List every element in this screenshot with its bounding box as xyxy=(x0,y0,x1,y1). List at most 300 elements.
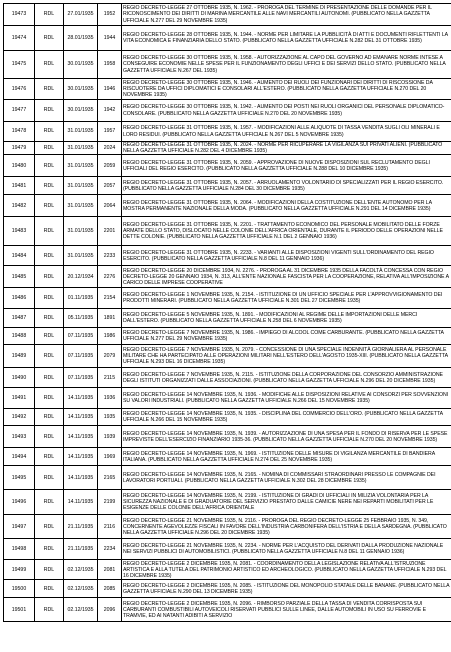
act-description-cell-text: REGIO DECRETO-LEGGE 14 NOVEMBRE 1935, N. 1969. - ISTITUZIONE DELLE MISURE DI VIGILANZA MERCANTILE DI BANDIERA ITALIANA. (PUBBLICATO NELLA GAZZETTA UFFICIALE N.274 DEL 25 NOVEMBRE 1935) xyxy=(123,450,435,463)
table-row xyxy=(4,368,451,388)
act-description-cell-text: REGIO DECRETO-LEGGE 7 NOVEMBRE 1935, N. 2115. - ISTITUZIONE DELLA CORPORAZIONE DEL CONSORZIO AMMINISTRAZIONE DEGLI ISTITUTI ORGANIZZATI DALLE ASSOCIAZIONI. (PUBBLICATO NELLA GAZZETTA UFFICIALE N.296 DEL 20 DICEMBRE 1935) xyxy=(123,371,443,384)
act-description-cell xyxy=(122,217,451,246)
record-number-cell-text: 19475 xyxy=(11,61,27,68)
act-type-cell xyxy=(35,345,64,368)
act-type-cell xyxy=(35,51,64,79)
act-description-cell-text: REGIO DECRETO-LEGGE 14 NOVEMBRE 1935, N. 1936. - MODIFICHE ALLE DISPOSIZIONI RELATIVE AI CONSORZI PER SOVVENZIONI SU VALORI INDUSTRIALI. (PUBBLICATO NELLA GAZZETTA UFFICIALE N.266 DEL 15 NOVEMBRE 1935) xyxy=(123,392,449,405)
act-description-cell-text: REGIO DECRETO-LEGGE 31 OTTOBRE 1935, N. 2024. - NORME PER RICUPERARE LA VIGILANZA SUI PRIVATI ALIENI. (PUBBLICATO NELLA GAZZETTA UFFICIALE N.282 DEL 4 DICEMBRE 1935) xyxy=(123,142,443,155)
record-number-cell xyxy=(4,246,35,266)
record-number-cell-text: 19473 xyxy=(11,11,27,18)
act-code-cell-text: 2116 xyxy=(103,523,116,530)
act-description-cell xyxy=(122,490,451,515)
act-description-cell-text: REGIO DECRETO-LEGGE 2 DICEMBRE 1935, N. 2085. - ISTITUZIONE DEL MONOPOLIO STATALE DELLE BANANE. (PUBBLICATO NELLA GAZZETTA UFFICIALE N.290 DEL 13 DICEMBRE 1935) xyxy=(123,582,450,595)
act-code-cell xyxy=(98,142,122,155)
act-date-cell-text: 31.01/1935 xyxy=(67,252,94,259)
act-code-cell-text: 1952 xyxy=(103,11,116,18)
record-number-cell-text: 19494 xyxy=(11,453,27,460)
act-description-cell-text: REGIO DECRETO-LEGGE 21 NOVEMBRE 1935, N. 2234. - NORME PER L'ACQUISTO DEL DERIVATI DALLA PRODUZIONE NAZIONALE NEI SERVIZI PUBBLICI DI AUTOMOBILISTICI. (PUBBLICATO NELLA GAZZETTA UFFICIALE N.8 DEL 11 GENNAIO 1936) xyxy=(123,543,444,556)
record-number-cell-text: 19487 xyxy=(11,315,27,322)
act-date-cell xyxy=(64,51,98,79)
act-type-cell-text: RDL xyxy=(43,395,55,402)
act-description-cell-text: REGIO DECRETO-LEGGE 5 NOVEMBRE 1935, N. 1891. - MODIFICAZIONI AL REGIME DELLE IMPORTAZIONI DELLE MERCI DALL'ESTERO. (PUBBLICATO NELLA GAZZETTA UFFICIALE N.258 DEL 6 NOVEMBRE 1935) xyxy=(123,312,418,325)
record-number-cell xyxy=(4,560,35,580)
record-number-cell xyxy=(4,466,35,490)
table-row xyxy=(4,217,451,246)
act-code-cell xyxy=(98,100,122,122)
act-code-cell xyxy=(98,155,122,177)
act-type-cell-text: RDL xyxy=(43,585,55,592)
act-type-cell xyxy=(35,195,64,217)
act-date-cell xyxy=(64,246,98,266)
act-type-cell xyxy=(35,79,64,100)
act-type-cell-text: RDL xyxy=(43,414,55,421)
act-code-cell-text: 1958 xyxy=(103,61,116,68)
act-date-cell xyxy=(64,466,98,490)
act-date-cell xyxy=(64,100,98,122)
act-date-cell-text: 20.12/1934 xyxy=(67,273,94,280)
act-code-cell-text: 2199 xyxy=(103,499,116,506)
act-description-cell xyxy=(122,309,451,328)
act-type-cell xyxy=(35,309,64,328)
act-date-cell xyxy=(64,217,98,246)
record-number-cell-text: 19496 xyxy=(11,499,27,506)
act-description-cell xyxy=(122,345,451,368)
table-row xyxy=(4,246,451,266)
table-row xyxy=(4,122,451,142)
table-row xyxy=(4,426,451,448)
record-number-cell xyxy=(4,598,35,622)
act-date-cell-text: 14.11/1935 xyxy=(67,453,94,460)
act-description-cell-text: REGIO DECRETO-LEGGE 20 DICEMBRE 1934, N. 2276. - PROROGA AL 31 DICEMBRE 1935 DELLA FACOLTÀ CONCESSA CON REGIO DECRETO-LEGGE 20 GENNAIO 1934, N. 313, ALL'ENTE NAZIONALE FASCISTA PER LA COOPERAZIONE, RELATIVA ALL'IMPOSIZIONE A CARICO DELLE IMPRESE COOPERATIVE xyxy=(123,267,449,286)
act-code-cell-text: 2234 xyxy=(103,546,116,553)
act-description-cell xyxy=(122,515,451,539)
act-type-cell-text: RDL xyxy=(43,333,55,340)
record-number-cell-text: 19486 xyxy=(11,295,27,302)
record-number-cell-text: 19484 xyxy=(11,252,27,259)
act-date-cell xyxy=(64,560,98,580)
act-date-cell-text: 05.11/1935 xyxy=(67,315,94,322)
table-row xyxy=(4,155,451,177)
act-date-cell-text: 31.01/1935 xyxy=(67,162,94,169)
act-type-cell xyxy=(35,515,64,539)
act-code-cell xyxy=(98,122,122,142)
act-description-cell-text: REGIO DECRETO-LEGGE 2 DICEMBRE 1935, N. 2081. - COORDINAMENTO DELLA LEGISLAZIONE RELATIVA ALL'ISTRUZIONE ARTISTICA E ALLA TUTELA DEL PATRIMONIO ARTISTICO ED ARCHEOLOGICO. (PUBBLICATO NELLA GAZZETTA UFFICIALE N.293 DEL 16 DICEMBRE 1935) xyxy=(123,560,447,579)
act-code-cell-text: 2276 xyxy=(103,273,116,280)
act-type-cell-text: RDL xyxy=(43,374,55,381)
record-number-cell xyxy=(4,580,35,598)
act-date-cell xyxy=(64,515,98,539)
record-number-cell-text: 19499 xyxy=(11,566,27,573)
act-description-cell xyxy=(122,388,451,409)
act-type-cell xyxy=(35,155,64,177)
record-number-cell xyxy=(4,142,35,155)
act-date-cell-text: 30.01/1935 xyxy=(67,85,94,92)
act-date-cell-text: 30.01/1935 xyxy=(67,107,94,114)
act-description-cell xyxy=(122,155,451,177)
table-row xyxy=(4,598,451,622)
act-type-cell-text: RDL xyxy=(43,61,55,68)
act-type-cell-text: RDL xyxy=(43,273,55,280)
act-date-cell xyxy=(64,490,98,515)
table-row xyxy=(4,195,451,217)
act-code-cell xyxy=(98,4,122,26)
act-code-cell xyxy=(98,51,122,79)
record-number-cell-text: 19478 xyxy=(11,128,27,135)
act-code-cell-text: 1936 xyxy=(103,395,116,402)
act-date-cell xyxy=(64,142,98,155)
act-code-cell xyxy=(98,388,122,409)
act-description-cell-text: REGIO DECRETO-LEGGE 14 NOVEMBRE 1935, N. 1939. - AUTORIZZAZIONE DI UNA SPESA PER IL FONDO DI RISERVA PER LE SPESE IMPREVISTE DELL'ESERCIZIO FINANZIARIO 1935-36. (PUBBLICATO NELLA GAZZETTA UFFICIALE N.270 DEL 20 NOVEMBRE 1935) xyxy=(123,430,448,443)
act-date-cell-text: 02.12/1935 xyxy=(67,585,94,592)
act-type-cell-text: RDL xyxy=(43,107,55,114)
act-description-cell xyxy=(122,409,451,426)
record-number-cell xyxy=(4,4,35,26)
act-code-cell-text: 1946 xyxy=(103,85,116,92)
act-description-cell-text: REGIO DECRETO-LEGGE 14 NOVEMBRE 1935, N. 2165. - NOMINA DI COMMISSARI STRAORDINARI PRESSO LE COMPAGNIE DEI LAVORATORI PORTUALI. (PUBBLICATO NELLA GAZZETTA UFFICIALE N.302 DEL 28 DICEMBRE 1935) xyxy=(123,471,436,484)
act-code-cell xyxy=(98,328,122,345)
act-type-cell-text: RDL xyxy=(43,145,55,152)
act-code-cell xyxy=(98,409,122,426)
table-row xyxy=(4,560,451,580)
act-date-cell-text: 14.11/1935 xyxy=(67,395,94,402)
record-number-cell-text: 19474 xyxy=(11,34,27,41)
act-description-cell xyxy=(122,26,451,51)
act-code-cell-text: 1939 xyxy=(103,433,116,440)
record-number-cell xyxy=(4,195,35,217)
act-date-cell xyxy=(64,309,98,328)
act-code-cell-text: 2059 xyxy=(103,162,116,169)
record-number-cell xyxy=(4,515,35,539)
act-code-cell xyxy=(98,195,122,217)
act-date-cell xyxy=(64,409,98,426)
act-date-cell xyxy=(64,195,98,217)
record-number-cell-text: 19479 xyxy=(11,145,27,152)
act-description-cell-text: REGIO DECRETO-LEGGE 2 DICEMBRE 1935, N. 2096. - RIMBORSO PARZIALE DELLA TASSA DI VENDITA CORRISPOSTA SUI CARBURANTI COMBUSTIBILI AUTOVEICOLI RISERVATI PUBBLICI SULLE LINEE, DALLE AUTOMOBILI IN USO SU FERROVIE E TRAMVIE, ED AI NATANTI ADIBITI A SERVIZIO xyxy=(123,600,427,619)
act-date-cell xyxy=(64,288,98,309)
act-type-cell xyxy=(35,368,64,388)
act-code-cell xyxy=(98,217,122,246)
act-code-cell-text: 1957 xyxy=(103,128,116,135)
act-description-cell xyxy=(122,598,451,622)
act-description-cell-text: REGIO DECRETO-LEGGE 31 OTTOBRE 1935, N. 2059. - APPROVAZIONE DI NUOVE DISPOSIZIONI SUL RECLUTAMENTO DEGLI UFFICIALI DEL REGIO ESERCITO. (PUBBLICATO NELLA GAZZETTA UFFICIALE N.288 DEL 10 DICEMBRE 1935) xyxy=(123,159,430,172)
act-type-cell xyxy=(35,217,64,246)
act-code-cell-text: 2064 xyxy=(103,202,116,209)
act-type-cell xyxy=(35,539,64,560)
record-number-cell xyxy=(4,177,35,195)
act-type-cell xyxy=(35,490,64,515)
act-description-cell-text: REGIO DECRETO-LEGGE 31 OTTOBRE 1935, N. 2201. - TRATTAMENTO ECONOMICO DEL PERSONALE MOBILITATO DELLE FORZE ARMATE DELLO STATO, DISLOCATO NELLE COLONIE DELL'AFRICA ORIENTALE, DURANTE IL PERIODO DELLE OPERAZIONI NELLE DETTE COLONIE. (PUBBLICATO NELLA GAZZETTA UFFICIALE N.1 DEL 2 GENNAIO 1936) xyxy=(123,222,443,241)
record-number-cell xyxy=(4,388,35,409)
act-description-cell xyxy=(122,195,451,217)
table-row xyxy=(4,466,451,490)
act-type-cell xyxy=(35,448,64,466)
record-number-cell xyxy=(4,155,35,177)
act-type-cell-text: RDL xyxy=(43,606,55,613)
table-row xyxy=(4,266,451,288)
act-description-cell-text: REGIO DECRETO-LEGGE 28 OTTOBRE 1935, N. 1944. - NORME PER LIMITARE LA PUBBLICITÀ DI ATTI E DOCUMENTI RIFLETTENTI LA VITA ECONOMICA E FINANZIARIA DELLO STATO. (PUBBLICATO NELLA GAZZETTA UFFICIALE N.282 DEL 31 OTTOBRE 1935) xyxy=(123,31,448,44)
table-row xyxy=(4,388,451,409)
act-description-cell-text: REGIO DECRETO-LEGGE 21 NOVEMBRE 1935, N. 2116. - PROROGA DEL REGIO DECRETO-LEGGE 25 FEBBRAIO 1935, N. 349, CONCERNENTE AGEVOLEZZE FISCALI IN FAVORE DELL'INDUSTRIA CARBONIFERA DELL'ISTRIA E DELLA SARDEGNA. (PUBBLICATO NELLA GAZZETTA UFFICIALE N.296 DEL 20 DICEMBRE 1935) xyxy=(123,517,447,536)
act-code-cell xyxy=(98,309,122,328)
record-number-cell xyxy=(4,490,35,515)
act-date-cell-text: 14.11/1935 xyxy=(67,499,94,506)
act-description-cell xyxy=(122,328,451,345)
act-description-cell-text: REGIO DECRETO-LEGGE 31 OTTOBRE 1935, N. 1957. - MODIFICAZIONI ALLE ALIQUOTE DI TASSA VENDITA SUGLI OLI MINERALI E LORO RESIDUI. (PUBBLICATO NELLA GAZZETTA UFFICIALE N.267 DEL 5 NOVEMBRE 1935) xyxy=(123,125,440,138)
act-description-cell xyxy=(122,266,451,288)
record-number-cell-text: 19495 xyxy=(11,474,27,481)
act-code-cell-text: 2165 xyxy=(103,474,116,481)
act-type-cell-text: RDL xyxy=(43,228,55,235)
act-type-cell-text: RDL xyxy=(43,566,55,573)
act-type-cell xyxy=(35,246,64,266)
act-type-cell-text: RDL xyxy=(43,202,55,209)
record-number-cell-text: 19498 xyxy=(11,546,27,553)
act-date-cell xyxy=(64,388,98,409)
act-description-cell xyxy=(122,4,451,26)
act-type-cell-text: RDL xyxy=(43,162,55,169)
act-description-cell-text: REGIO DECRETO-LEGGE 31 OTTOBRE 1935, N. 2064. - MODIFICAZIONI DELLA COSTITUZIONE DELL'ENTE AUTONOMO PER LA MOSTRA PERMANENTE NAZIONALE DELLA MODA. (PUBBLICATO NELLA GAZZETTA UFFICIALE N.291 DEL 14 DICEMBRE 1935) xyxy=(123,199,432,212)
act-description-cell xyxy=(122,448,451,466)
act-code-cell xyxy=(98,246,122,266)
act-description-cell-text: REGIO DECRETO-LEGGE 7 NOVEMBRE 1935, N. 2079. - CONCESSIONE DI UNA SPECIALE INDENNITÀ GIORNALIERA AL PERSONALE MILITARE CHE HA PARTECIPATO ALLE OPERAZIONI MILITARI NELL'ESTERO DELL'AGOSTO 1935-XIII. (PUBBLICATO NELLA GAZZETTA UFFICIALE N.293 DEL 16 DICEMBRE 1935) xyxy=(123,347,448,366)
act-description-cell-text: REGIO DECRETO-LEGGE 27 OTTOBRE 1935, N. 1962. - PROROGA DEL TERMINE DI PRESENTAZIONE DELLE DOMANDE PER IL RICONOSCIMENTO DEI DIRITTI DI MARINA MERCANTILE ALLE NAVI MERCANTILI AUTONOMI. (PUBBLICATO NELLA GAZZETTA UFFICIALE N.277 DEL 29 NOVEMBRE 1935) xyxy=(123,5,432,24)
act-code-cell xyxy=(98,560,122,580)
act-code-cell xyxy=(98,448,122,466)
act-description-cell xyxy=(122,288,451,309)
record-number-cell-text: 19480 xyxy=(11,162,27,169)
act-type-cell xyxy=(35,560,64,580)
act-date-cell xyxy=(64,328,98,345)
act-date-cell xyxy=(64,266,98,288)
table-row xyxy=(4,51,451,79)
act-date-cell xyxy=(64,4,98,26)
act-date-cell-text: 14.11/1935 xyxy=(67,433,94,440)
act-code-cell-text: 2201 xyxy=(103,228,116,235)
act-type-cell xyxy=(35,466,64,490)
act-code-cell xyxy=(98,345,122,368)
act-code-cell xyxy=(98,368,122,388)
record-number-cell xyxy=(4,309,35,328)
act-date-cell xyxy=(64,79,98,100)
act-type-cell xyxy=(35,142,64,155)
record-number-cell-text: 19481 xyxy=(11,182,27,189)
act-code-cell xyxy=(98,466,122,490)
table-row xyxy=(4,409,451,426)
record-number-cell xyxy=(4,409,35,426)
act-date-cell-text: 02.12/1935 xyxy=(67,606,94,613)
act-type-cell xyxy=(35,100,64,122)
act-code-cell xyxy=(98,580,122,598)
act-code-cell-text: 2096 xyxy=(103,606,116,613)
act-date-cell xyxy=(64,448,98,466)
act-code-cell-text: 2081 xyxy=(103,566,116,573)
record-number-cell xyxy=(4,345,35,368)
act-date-cell-text: 01.11/1935 xyxy=(67,295,94,302)
act-description-cell-text: REGIO DECRETO-LEGGE 31 OTTOBRE 1935, N. 2057. - ARRUOLAMENTO VOLONTARIO DI SPECIALIZZATI PER IL REGIO ESERCITO. (PUBBLICATO NELLA GAZZETTA UFFICIALE N.284 DEL 30 DICEMBRE 1935) xyxy=(123,179,444,192)
record-number-cell-text: 19497 xyxy=(11,523,27,530)
table-row xyxy=(4,448,451,466)
table-row xyxy=(4,345,451,368)
act-type-cell xyxy=(35,122,64,142)
act-date-cell xyxy=(64,539,98,560)
act-type-cell-text: RDL xyxy=(43,315,55,322)
act-type-cell xyxy=(35,328,64,345)
record-number-cell-text: 19490 xyxy=(11,374,27,381)
act-type-cell xyxy=(35,388,64,409)
table-row xyxy=(4,26,451,51)
act-date-cell-text: 31.01/1935 xyxy=(67,182,94,189)
act-type-cell-text: RDL xyxy=(43,546,55,553)
act-code-cell xyxy=(98,598,122,622)
act-code-cell xyxy=(98,515,122,539)
act-date-cell xyxy=(64,580,98,598)
act-code-cell xyxy=(98,539,122,560)
record-number-cell-text: 19489 xyxy=(11,353,27,360)
record-number-cell-text: 19500 xyxy=(11,585,27,592)
act-code-cell-text: 1969 xyxy=(103,453,116,460)
table-row xyxy=(4,288,451,309)
record-number-cell xyxy=(4,288,35,309)
act-code-cell-text: 1891 xyxy=(103,315,116,322)
record-number-cell-text: 19493 xyxy=(11,433,27,440)
act-type-cell-text: RDL xyxy=(43,128,55,135)
act-date-cell-text: 21.11/1935 xyxy=(67,546,94,553)
act-type-cell xyxy=(35,26,64,51)
act-date-cell xyxy=(64,155,98,177)
act-description-cell xyxy=(122,368,451,388)
act-date-cell-text: 07.11/1935 xyxy=(67,353,94,360)
decree-register-body xyxy=(4,4,451,622)
act-code-cell-text: 2057 xyxy=(103,182,116,189)
act-description-cell xyxy=(122,51,451,79)
act-description-cell-text: REGIO DECRETO-LEGGE 30 OTTOBRE 1935, N. 1958. - AUTORIZZAZIONE AL CAPO DEL GOVERNO AD EMANARE NORME INTESE A CONSEGUIRE ECONOMIE NELLE SPESE PER IL FUNZIONAMENTO DEGLI UFFICI E DEI SERVIZI DELLO STATO. (PUBBLICATO NELLA GAZZETTA UFFICIALE N.267 DEL 1935) xyxy=(123,55,446,74)
act-code-cell-text: 2115 xyxy=(103,374,116,381)
record-number-cell xyxy=(4,448,35,466)
table-row xyxy=(4,100,451,122)
act-date-cell-text: 28.01/1935 xyxy=(67,34,94,41)
act-code-cell-text: 2024 xyxy=(103,145,116,152)
act-type-cell-text: RDL xyxy=(43,85,55,92)
act-code-cell xyxy=(98,288,122,309)
act-type-cell-text: RDL xyxy=(43,523,55,530)
table-row xyxy=(4,79,451,100)
act-description-cell-text: REGIO DECRETO-LEGGE 14 NOVEMBRE 1935, N. 2199. - ISTITUZIONE DI GRADI DI UFFICIALI IN MILIZIA VOLONTARIA PER LA SICUREZZA NAZIONALE E DI GRADUATORIE DEL SERVIZIO PRESTATO DALLE CAMICIE NERE NEI REPARTI MOBILITATI PER LE ESIGENZE DELLE COLONIE DELL'AFRICA ORIENTALE xyxy=(123,493,434,512)
record-number-cell-text: 19501 xyxy=(11,606,27,613)
act-date-cell xyxy=(64,26,98,51)
act-date-cell-text: 14.11/1935 xyxy=(67,474,94,481)
act-date-cell-text: 27.01/1935 xyxy=(67,11,94,18)
act-date-cell-text: 31.01/1935 xyxy=(67,202,94,209)
act-type-cell-text: RDL xyxy=(43,182,55,189)
act-date-cell xyxy=(64,598,98,622)
record-number-cell-text: 19492 xyxy=(11,414,27,421)
act-date-cell xyxy=(64,368,98,388)
record-number-cell xyxy=(4,368,35,388)
record-number-cell xyxy=(4,26,35,51)
act-code-cell-text: 1986 xyxy=(103,333,116,340)
act-type-cell-text: RDL xyxy=(43,11,55,18)
act-type-cell xyxy=(35,288,64,309)
record-number-cell xyxy=(4,51,35,79)
record-number-cell-text: 19477 xyxy=(11,107,27,114)
act-description-cell-text: REGIO DECRETO-LEGGE 30 OTTOBRE 1935, N. 1942. - AUMENTO DEI POSTI NEI RUOLI ORGANICI DEL PERSONALE DIPLOMATICO-CONSOLARE. (PUBBLICATO NELLA GAZZETTA UFFICIALE N.270 DEL 20 NOVEMBRE 1935) xyxy=(123,104,445,117)
act-type-cell xyxy=(35,426,64,448)
act-type-cell-text: RDL xyxy=(43,353,55,360)
record-number-cell xyxy=(4,100,35,122)
record-number-cell xyxy=(4,426,35,448)
record-number-cell xyxy=(4,328,35,345)
act-code-cell-text: 1935 xyxy=(103,414,116,421)
act-date-cell-text: 31.01/1935 xyxy=(67,128,94,135)
act-date-cell-text: 14.11/1935 xyxy=(67,414,94,421)
act-date-cell xyxy=(64,345,98,368)
act-description-cell-text: REGIO DECRETO-LEGGE 14 NOVEMBRE 1935, N. 1935. - DISCIPLINA DEL COMMERCIO DELL'ORO. (PUBBLICATO NELLA GAZZETTA UFFICIALE N.266 DEL 15 NOVEMBRE 1935) xyxy=(123,411,443,424)
act-date-cell-text: 30.01/1935 xyxy=(67,61,94,68)
act-description-cell xyxy=(122,466,451,490)
act-description-cell xyxy=(122,142,451,155)
record-number-cell xyxy=(4,79,35,100)
act-description-cell xyxy=(122,560,451,580)
act-type-cell xyxy=(35,266,64,288)
act-date-cell-text: 31.01/1935 xyxy=(67,145,94,152)
act-date-cell-text: 07.11/1935 xyxy=(67,374,94,381)
act-code-cell xyxy=(98,266,122,288)
act-description-cell-text: REGIO DECRETO-LEGGE 31 OTTOBRE 1935, N. 2233. - VARIANTI ALLE DISPOSIZIONI VIGENTI SULL'ORDINAMENTO DEL REGIO ESERCITO. (PUBBLICATO NELLA GAZZETTA UFFICIALE N.8 DEL 11 GENNAIO 1936) xyxy=(123,249,434,262)
act-type-cell-text: RDL xyxy=(43,34,55,41)
act-description-cell xyxy=(122,580,451,598)
act-date-cell xyxy=(64,426,98,448)
act-description-cell xyxy=(122,177,451,195)
act-date-cell-text: 31.01/1935 xyxy=(67,228,94,235)
act-description-cell xyxy=(122,426,451,448)
table-row xyxy=(4,177,451,195)
table-row xyxy=(4,142,451,155)
act-date-cell-text: 02.12/1935 xyxy=(67,566,94,573)
act-type-cell xyxy=(35,177,64,195)
record-number-cell-text: 19483 xyxy=(11,228,27,235)
act-type-cell-text: RDL xyxy=(43,499,55,506)
act-type-cell-text: RDL xyxy=(43,295,55,302)
table-row xyxy=(4,328,451,345)
act-code-cell-text: 1942 xyxy=(103,107,116,114)
act-code-cell-text: 2154 xyxy=(103,295,116,302)
act-description-cell-text: REGIO DECRETO-LEGGE 30 OTTOBRE 1935, N. 1946. - AUMENTO DEI RUOLI DEI FUNZIONARI DEI DIRITTI DI RISCOSSIONE DA RISCUOTERE DA UFFICI DIPLOMATICI E CONSOLARI ALL'ESTERO. (PUBBLICATO NELLA GAZZETTA UFFICIALE N.270 DEL 20 NOVEMBRE 1935) xyxy=(123,79,433,99)
record-number-cell xyxy=(4,122,35,142)
record-number-cell xyxy=(4,539,35,560)
act-code-cell-text: 2233 xyxy=(103,252,116,259)
act-code-cell xyxy=(98,490,122,515)
act-code-cell-text: 2085 xyxy=(103,585,116,592)
record-number-cell-text: 19476 xyxy=(11,85,27,92)
act-description-cell xyxy=(122,246,451,266)
act-code-cell-text: 2079 xyxy=(103,353,116,360)
act-code-cell-text: 1944 xyxy=(103,34,116,41)
act-code-cell xyxy=(98,26,122,51)
act-type-cell-text: RDL xyxy=(43,433,55,440)
record-number-cell-text: 19488 xyxy=(11,333,27,340)
decree-register-table xyxy=(3,3,451,622)
act-code-cell xyxy=(98,177,122,195)
record-number-cell-text: 19491 xyxy=(11,395,27,402)
act-type-cell xyxy=(35,409,64,426)
record-number-cell-text: 19482 xyxy=(11,202,27,209)
record-number-cell-text: 19485 xyxy=(11,273,27,280)
act-type-cell-text: RDL xyxy=(43,474,55,481)
act-date-cell xyxy=(64,122,98,142)
act-description-cell xyxy=(122,539,451,560)
table-row xyxy=(4,539,451,560)
act-description-cell xyxy=(122,100,451,122)
